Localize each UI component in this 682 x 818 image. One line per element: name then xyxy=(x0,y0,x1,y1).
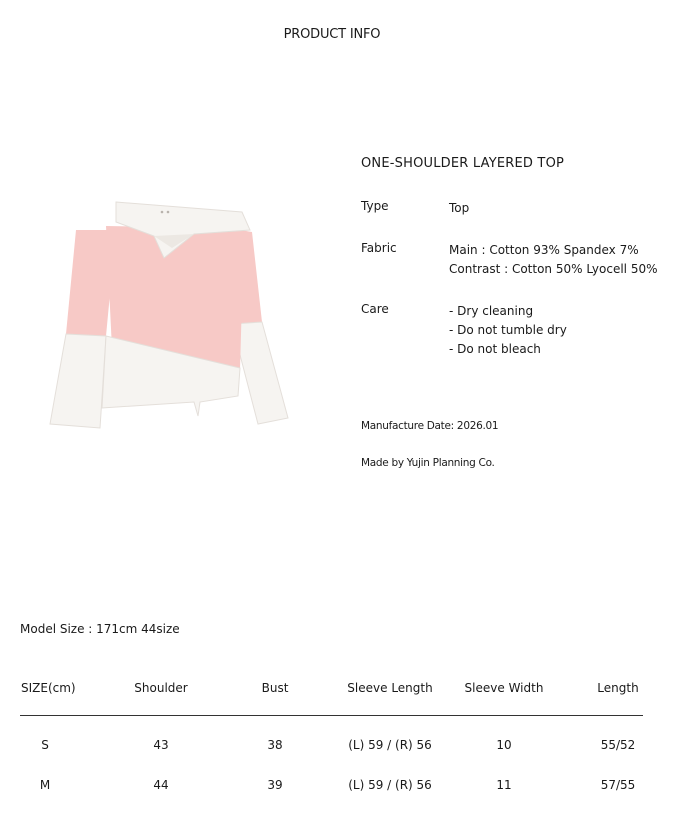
spec-label: Care xyxy=(361,302,389,316)
cell-length: 57/55 xyxy=(600,778,636,792)
table-row xyxy=(20,778,643,808)
header-sleeve-length: Sleeve Length xyxy=(347,681,433,695)
cell-length: 55/52 xyxy=(600,738,636,752)
product-name: ONE-SHOULDER LAYERED TOP xyxy=(361,156,565,171)
cell-bust: 38 xyxy=(267,738,283,752)
cell-sleeve-width: 10 xyxy=(496,738,512,752)
cell-size: M xyxy=(39,778,51,792)
spec-value: Top xyxy=(449,201,470,215)
cell-shoulder: 43 xyxy=(153,738,169,752)
size-table xyxy=(20,672,643,808)
spec-value: Main : Cotton 93% Spandex 7% xyxy=(449,243,639,257)
cell-sleeve-length: (L) 59 / (R) 56 xyxy=(348,778,432,792)
left-cuff xyxy=(50,334,106,428)
cell-shoulder: 44 xyxy=(153,778,169,792)
spec-value: Contrast : Cotton 50% Lyocell 50% xyxy=(449,262,658,276)
spec-label: Type xyxy=(361,199,389,213)
header-sleeve-width: Sleeve Width xyxy=(464,681,544,695)
cell-sleeve-width: 11 xyxy=(496,778,512,792)
spec-value: - Dry cleaning xyxy=(449,304,534,318)
size-table-header xyxy=(20,672,643,716)
product-info-panel xyxy=(361,156,661,469)
page-title: PRODUCT INFO xyxy=(283,27,381,42)
model-size: Model Size : 171cm 44size xyxy=(20,622,180,636)
header-shoulder: Shoulder xyxy=(134,681,188,695)
cell-sleeve-length: (L) 59 / (R) 56 xyxy=(348,738,432,752)
spec-value: - Do not tumble dry xyxy=(449,323,567,337)
cell-size: S xyxy=(41,738,49,752)
header-bust: Bust xyxy=(261,681,289,695)
product-image xyxy=(44,196,294,432)
cell-bust: 39 xyxy=(267,778,283,792)
made-by: Made by Yujin Planning Co. xyxy=(361,457,495,469)
header-length: Length xyxy=(597,681,639,695)
spec-label: Fabric xyxy=(361,241,397,255)
header-size: SIZE(cm) xyxy=(21,681,76,695)
manufacture-date: Manufacture Date: 2026.01 xyxy=(361,420,499,432)
spec-value: - Do not bleach xyxy=(449,342,541,356)
table-row xyxy=(20,738,643,778)
